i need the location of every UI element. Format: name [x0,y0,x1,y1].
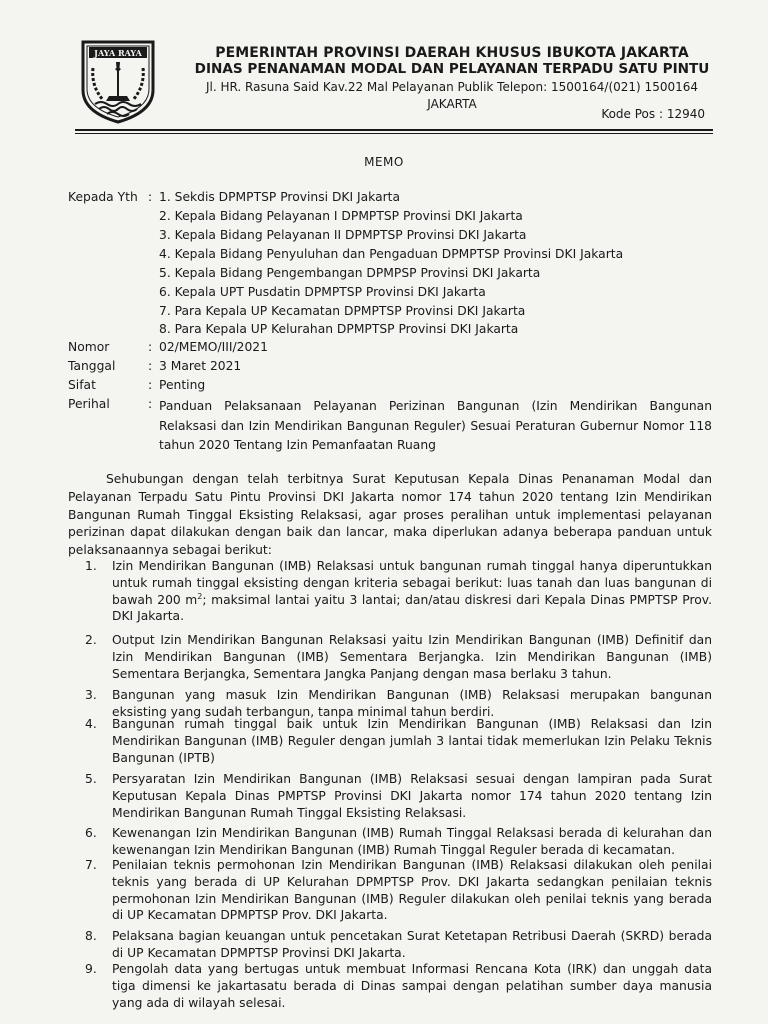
recipient-item: 4. Kepala Bidang Penyuluhan dan Pengaduan DPMPTSP Provinsi DKI Jakarta [159,247,624,261]
list-item-text: Kewenangan Izin Mendirikan Bangunan (IMB) Rumah Tinggal Relaksasi berada di kelurahan dan kewenangan Izin Mendirikan Bangunan (IMB) Rumah Tinggal Reguler berada di kecamatan. [112,826,712,857]
sifat-value: Penting [159,378,206,392]
letterhead-divider [75,129,713,131]
perihal-value: Panduan Pelaksanaan Pelayanan Perizinan Bangunan (Izin Mendirikan Bangunan Relaksasi dan Izin Mendirikan Bangunan Reguler) Sesuai Peraturan Gubernur Nomor 118 tahun 2020 Tentang Izin Pemanfaatan Ruang [159,399,712,452]
recipient-item: 8. Para Kepala UP Kelurahan DPMPTSP Provinsi DKI Jakarta [159,322,519,336]
perihal-colon: : [148,397,153,411]
nomor-colon: : [148,340,153,354]
list-item-text: Pengolah data yang bertugas untuk membuat Informasi Rencana Kota (IRK) dan unggah data tiga dimensi ke jakartasatu berada di Dinas sampai dengan pelatihan sumber daya manusia yang ada di wilayah selesai. [112,962,712,1010]
letterhead-address: Jl. HR. Rasuna Said Kav.22 Mal Pelayanan Publik Telepon: 1500164/(021) 1500164 [205,80,698,94]
nomor-label: Nomor [68,340,110,354]
list-item-number: 5. [85,772,97,786]
letterhead-agency-name: DINAS PENANAMAN MODAL DAN PELAYANAN TERPADU SATU PINTU [194,61,710,77]
list-item-text: Persyaratan Izin Mendirikan Bangunan (IMB) Relaksasi sesuai dengan lampiran pada Surat Keputusan Kepala Dinas PMPTSP Provinsi DKI Jakarta nomor 174 tahun 2020 tentang Izin Mendirikan Bangunan Rumah Tinggal Eksisting Relaksasi. [112,772,712,820]
list-item-text-part: ; maksimal lantai yaitu 3 lantai; dan/atau diskresi dari Kepala Dinas PMPTSP Prov. DKI Jakarta. [112,592,712,624]
recipient-item: 6. Kepala UPT Pusdatin DPMPTSP Provinsi DKI Jakarta [159,285,486,299]
list-item-number: 3. [85,688,97,702]
list-item-text: Penilaian teknis permohonan Izin Mendirikan Bangunan (IMB) Relaksasi dilakukan oleh penilai teknis yang berada di UP Kelurahan DPMPTSP Prov. DKI Jakarta sedangkan penilaian teknis permohonan Izin Mendirikan Bangunan (IMB) Reguler dilakukan oleh penilai teknis yang berada di UP Kecamatan DPMPTSP Prov. DKI Jakarta. [112,858,712,923]
letterhead-government-name: PEMERINTAH PROVINSI DAERAH KHUSUS IBUKOTA JAKARTA [215,45,689,61]
list-item-number: 7. [85,858,97,872]
sifat-colon: : [148,378,153,392]
letterhead-postal-code: Kode Pos : 12940 [601,107,705,121]
list-item-text: Output Izin Mendirikan Bangunan Relaksasi yaitu Izin Mendirikan Bangunan (IMB) Definitif dan Izin Mendirikan Bangunan (IMB) Sementara Berjangka. Izin Mendirikan Bangunan (IMB) Sementara Berjangka, Sementara Jangka Panjang dengan masa berlaku 3 tahun. [112,633,712,681]
jakarta-emblem-logo [75,38,161,124]
letterhead-divider-thin [75,133,713,134]
list-item-text: Bangunan rumah tinggal baik untuk Izin Mendirikan Bangunan (IMB) Relaksasi dan Izin Mendirikan Bangunan (IMB) Reguler dengan jumlah 3 lantai tidak memerlukan Izin Pelaku Teknis Bangunan (IPTB) [112,717,712,765]
list-item-number: 4. [85,717,97,731]
superscript: 2 [197,591,203,601]
list-item-number: 2. [85,633,97,647]
tanggal-value: 3 Maret 2021 [159,359,242,373]
list-item-text: Bangunan yang masuk Izin Mendirikan Bangunan (IMB) Relaksasi merupakan bangunan eksisting yang sudah terbangun, tanpa minimal tahun berdiri. [112,688,712,719]
letterhead-city: JAKARTA [427,97,477,111]
sifat-label: Sifat [68,378,96,392]
list-item-number: 8. [85,929,97,943]
tanggal-colon: : [148,359,153,373]
kepada-colon: : [148,190,153,204]
recipient-item: 1. Sekdis DPMPTSP Provinsi DKI Jakarta [159,190,401,204]
intro-paragraph: Sehubungan dengan telah terbitnya Surat Keputusan Kepala Dinas Penanaman Modal dan Pelayanan Terpadu Satu Pintu Provinsi DKI Jakarta nomor 174 tahun 2020 tentang Izin Mendirikan Bangunan Rumah Tinggal Eksisting Relaksasi, agar proses peralihan untuk implementasi pelayanan perizinan dapat dilakukan dengan baik dan lancar, maka diperlukan adanya beberapa panduan untuk pelaksanaannya sebagai berikut: [68,472,712,558]
recipient-item: 3. Kepala Bidang Pelayanan II DPMPTSP Provinsi DKI Jakarta [159,228,527,242]
list-item-number: 1. [85,559,97,573]
perihal-label: Perihal [68,397,110,411]
nomor-value: 02/MEMO/III/2021 [159,340,268,354]
list-item-text-part: Izin Mendirikan Bangunan (IMB) Relaksasi untuk bangunan rumah tinggal hanya diperuntukkan untuk rumah tinggal eksisting dengan kriteria sebagai berikut: luas tanah dan luas bangunan di bawah 200 m [112,559,712,607]
logo-motto-text: JAYA RAYA [94,48,142,58]
recipient-item: 2. Kepala Bidang Pelayanan I DPMPTSP Provinsi DKI Jakarta [159,209,523,223]
list-item-number: 6. [85,826,97,840]
recipient-item: 7. Para Kepala UP Kecamatan DPMPTSP Provinsi DKI Jakarta [159,304,526,318]
memo-title: MEMO [364,155,404,169]
list-item-number: 9. [85,962,97,976]
tanggal-label: Tanggal [68,359,116,373]
list-item-text: Pelaksana bagian keuangan untuk pencetakan Surat Ketetapan Retribusi Daerah (SKRD) berada di UP Kecamatan DPMPTSP Provinsi DKI Jakarta. [112,929,712,960]
kepada-label: Kepada Yth [68,190,138,204]
recipient-item: 5. Kepala Bidang Pengembangan DPMPSP Provinsi DKI Jakarta [159,266,541,280]
list-item-text [112,558,712,625]
